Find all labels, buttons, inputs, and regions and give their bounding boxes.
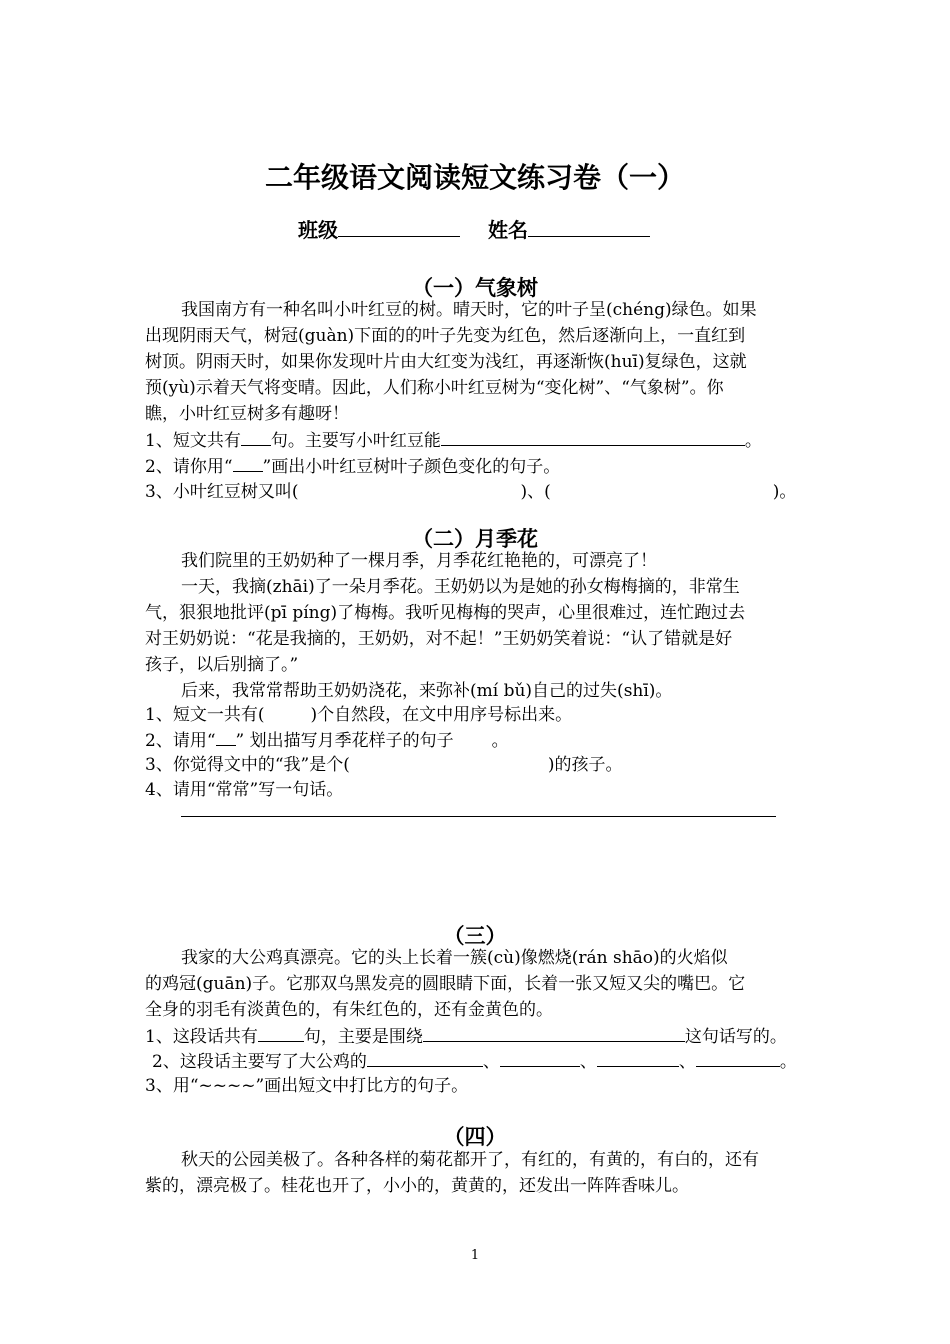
- s3-question-1: 1、这段话共有 句，主要是围绕 这句话写的。: [145, 1023, 787, 1050]
- page-number: 1: [470, 1248, 480, 1263]
- class-blank[interactable]: [338, 218, 460, 237]
- section-4-title: （四）: [443, 1125, 507, 1149]
- section-2-title: （二）月季花: [412, 527, 538, 551]
- s2-question-3: 3、你觉得文中的“我”是个( )的孩子。: [145, 755, 623, 775]
- s1-paragraph-line: 我国南方有一种名叫小叶红豆的树。晴天时，它的叶子呈(chéng)绿色。如果: [181, 300, 757, 320]
- s3-paragraph-line: 我家的大公鸡真漂亮。它的头上长着一簇(cù)像燃烧(rán shāo)的火焰似: [181, 948, 728, 968]
- s2-question-4: 4、请用“常常”写一句话。: [145, 780, 344, 800]
- s4-paragraph-line: 紫的，漂亮极了。桂花也开了，小小的，黄黄的，还发出一阵阵香味儿。: [145, 1176, 689, 1196]
- s2-paragraph-line: 气，狠狠地批评(pī píng)了梅梅。我听见梅梅的哭声，心里很难过，连忙跑过去: [145, 603, 746, 623]
- s2-question-2: 2、请用“ ” 划出描写月季花样子的句子 。: [145, 727, 509, 754]
- s2-paragraph-line: 一天，我摘(zhāi)了一朵月季花。王奶奶以为是她的孙女梅梅摘的，非常生: [181, 577, 740, 597]
- s2-paragraph-line: 后来，我常常帮助王奶奶浇花，来弥补(mí bǔ)自己的过失(shī)。: [181, 681, 673, 701]
- s2-question-1: 1、短文一共有( )个自然段，在文中用序号标出来。: [145, 705, 573, 725]
- s4-paragraph-line: 秋天的公园美极了。各种各样的菊花都开了，有红的，有黄的，有白的，还有: [181, 1150, 759, 1170]
- s1-question-3: 3、小叶红豆树又叫( )、( )。: [145, 482, 797, 502]
- s1-question-2: 2、请你用“ ”画出小叶红豆树叶子颜色变化的句子。: [145, 453, 560, 480]
- s2-q2-line-symbol: [216, 727, 236, 746]
- s1-q1-blank-ability[interactable]: [441, 427, 745, 446]
- s3-paragraph-line: 的鸡冠(guān)子。它那双乌黑发亮的圆眼睛下面，长着一张又短又尖的嘴巴。它: [145, 974, 746, 994]
- name-blank[interactable]: [528, 218, 650, 237]
- s1-paragraph-line: 瞧，小叶红豆树多有趣呀！: [145, 404, 349, 424]
- s2-paragraph-line: 我们院里的王奶奶种了一棵月季，月季花红艳艳的，可漂亮了！: [181, 551, 657, 571]
- s3-q2-blank-1[interactable]: [367, 1048, 483, 1067]
- class-field: [298, 214, 460, 243]
- s3-q1-blank-count[interactable]: [258, 1023, 304, 1042]
- s3-q1-blank-sentence[interactable]: [423, 1023, 685, 1042]
- name-field: [488, 214, 650, 243]
- s3-paragraph-line: 全身的羽毛有淡黄色的，有朱红色的，还有金黄色的。: [145, 1000, 553, 1020]
- s3-q2-blank-3[interactable]: [597, 1048, 679, 1067]
- s3-q2-blank-2[interactable]: [500, 1048, 580, 1067]
- section-1-title: （一）气象树: [412, 276, 538, 300]
- s3-question-3: 3、用“~~~~”画出短文中打比方的句子。: [145, 1076, 469, 1096]
- s1-paragraph-line: 树顶。阴雨天时，如果你发现叶片由大红变为浅红，再逐渐恢(huī)复绿色，这就: [145, 352, 747, 372]
- s1-paragraph-line: 预(yù)示着天气将变晴。因此，人们称小叶红豆树为“变化树”、“气象树”。你: [145, 378, 724, 398]
- s1-q1-blank-count[interactable]: [241, 427, 271, 446]
- page-title: 二年级语文阅读短文练习卷（一）: [264, 161, 685, 194]
- class-label: 班级: [298, 218, 338, 242]
- s1-q2-line-symbol: [233, 453, 263, 472]
- name-label: 姓名: [488, 218, 528, 242]
- s1-paragraph-line: 出现阴雨天气，树冠(guàn)下面的的叶子先变为红色，然后逐渐向上，一直红到: [145, 326, 746, 346]
- section-3-title: （三）: [443, 924, 507, 948]
- s2-q4-answer-line[interactable]: [181, 816, 776, 817]
- s3-question-2: 2、这段话主要写了大公鸡的 、 、 、 。: [152, 1048, 797, 1075]
- s2-paragraph-line: 对王奶奶说：“花是我摘的，王奶奶，对不起！”王奶奶笑着说：“认了错就是好: [145, 629, 733, 649]
- s1-question-1: 1、短文共有 句。主要写小叶红豆能 。: [145, 427, 762, 454]
- s2-paragraph-line: 孩子，以后别摘了。”: [145, 655, 299, 675]
- s3-q2-blank-4[interactable]: [696, 1048, 780, 1067]
